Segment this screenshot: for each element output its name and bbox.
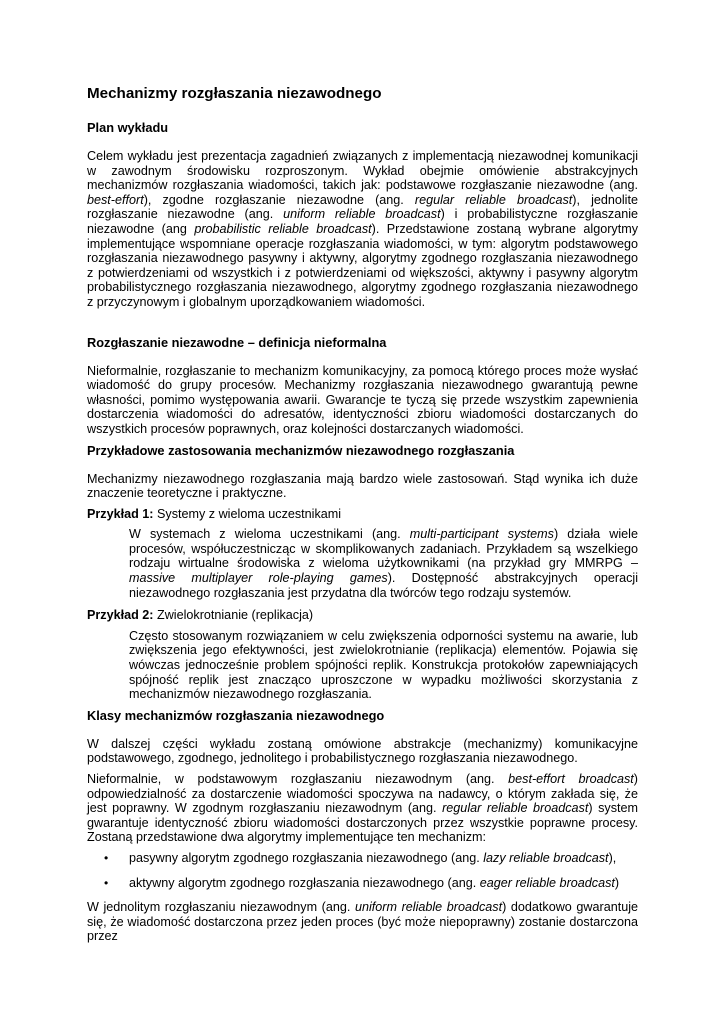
example-1-title: Systemy z wieloma uczestnikami [157,506,342,521]
example-2-number: Przykład 2: [87,608,154,623]
section-heading-classes: Klasy mechanizmów rozgłaszania niezawodnego [87,707,385,723]
list-item-text: aktywny algorytm zgodnego rozgłaszania niezawodnego (ang. eager reliable broadcast) [129,875,620,890]
italic-term: multi-participant systems [409,527,554,542]
italic-term: regular reliable broadcast [414,192,573,207]
section-heading-definition: Rozgłaszanie niezawodne – definicja nieformalna [87,334,387,350]
italic-term: best-effort broadcast [508,772,634,786]
italic-term: best-effort [87,192,144,207]
section-heading-plan: Plan wykładu [87,120,169,135]
example-1-number: Przykład 1: [87,506,154,521]
list-item [87,876,638,891]
example-1-body: W systemach z wieloma uczestnikami (ang. multi-participant systems) działa wiele procesów, współuczestnicząc w skomplikowanych zadaniach. Przykładem są wszelkiego rodzaju wirtualne środowiska z wieloma użytkownikami (na przykład gry MMRPG – massive multiplayer role-playing games). Dostępność abstrakcyjnych operacji niezawodnego rozgłaszania jest przydatna dla twórców tego rodzaju systemów. [129,527,639,600]
example-2-title: Zwielokrotnianie (replikacja) [157,608,314,623]
italic-term: probabilistic reliable broadcast [194,221,372,236]
list-item-text: pasywny algorytm zgodnego rozgłaszania niezawodnego (ang. lazy reliable broadcast), [129,850,617,865]
document-title: Mechanizmy rozgłaszania niezawodnego [87,85,382,102]
italic-term: massive multiplayer role-playing games [129,571,388,586]
list-item [87,851,638,866]
algorithm-list [87,851,638,890]
example-1-label [87,507,638,522]
example-2-label [87,608,638,623]
bullet-icon: • [104,850,109,865]
italic-term: uniform reliable broadcast [283,207,441,222]
italic-term: lazy reliable broadcast [483,850,609,865]
plan-paragraph: Celem wykładu jest prezentacja zagadnień związanych z implementacją niezawodnej komunikacji w zawodnym środowisku rozproszonym. Wykład obejmie omówienie abstrakcyjnych mechanizmów rozgłaszania wiadomości, takich jak: podstawowe rozgłaszanie niezawodne (ang. best-effort), zgodne rozgłaszanie niezawodne (ang. regular reliable broadcast), jednolite rozgłaszanie niezawodne (ang. uniform reliable broadcast) i probabilistyczne rozgłaszanie niezawodne (ang probabilistic reliable broadcast). Przedstawione zostaną wybrane algorytmy implementujące wspomniane operacje rozgłaszania wiadomości, w tym: algorytm podstawowego rozgłaszania niezawodnego pasywny i aktywny, algorytmy zgodnego rozgłaszania niezawodnego z potwierdzeniami od wszystkich i z potwierdzeniami od większości, aktywny i pasywny algorytm probabilistycznego rozgłaszania niezawodnego, algorytmy zgodnego rozgłaszania niezawodnego z przyczynowym i globalnym uporządkowaniem wiadomości. [87,149,639,309]
bullet-icon: • [104,875,109,890]
classes-paragraph-3: W jednolitym rozgłaszaniu niezawodnym (ang. uniform reliable broadcast) dodatkowo gwarantuje się, że wiadomość dostarczona przez jeden proces (być może niepoprawny) zostanie dostarczona przez [87,900,639,944]
document-content [87,84,638,944]
section-heading-applications: Przykładowe zastosowania mechanizmów niezawodnego rozgłaszania [87,442,515,458]
classes-intro-paragraph: W dalszej części wykładu zostaną omówione abstrakcje (mechanizmy) komunikacyjne podstawowego, zgodnego, jednolitego i probabilistycznego rozgłaszania niezawodnego. [87,736,638,766]
example-2-body: Często stosowanym rozwiązaniem w celu zwiększenia odporności systemu na awarie, lub zwiększenia jego efektywności, jest zwielokrotnianie (replikacja) elementów. Pojawia się wówczas jednocześnie problem spójności replik. Konstrukcja protokołów zapewniających spójność replik jest znacząco uproszczone w wypadku możliwości skorzystania z mechanizmów niezawodnego rozgłaszania. [129,628,638,702]
italic-term: uniform reliable broadcast [354,900,503,915]
italic-term: eager reliable broadcast [479,875,615,890]
classes-paragraph-2: Nieformalnie, w podstawowym rozgłaszaniu niezawodnym (ang. best-effort broadcast) odpowiedzialność za dostarczenie wiadomości spoczywa na nadawcy, o którym zakłada się, że jest poprawny. W zgodnym rozgłaszaniu niezawodnym (ang. regular reliable broadcast) system gwarantuje identyczność zbioru wiadomości dostarczonych przez wszystkie poprawne procesy. Zostaną przedstawione dwa algorytmy implementujące ten mechanizm: [87,772,638,845]
definition-paragraph: Nieformalnie, rozgłaszanie to mechanizm komunikacyjny, za pomocą którego proces może wysłać wiadomość do grupy procesów. Mechanizmy rozgłaszania niezawodnego gwarantują pewne własności, pomimo występowania awarii. Gwarancje te tyczą się przede wszystkim zapewnienia dostarczenia wiadomości do adresatów, identyczności zbioru wiadomości dostarczanych do wszystkich procesów poprawnych, oraz kolejności dostarczanych wiadomości. [87,363,638,436]
italic-term: regular reliable broadcast [442,801,589,816]
applications-paragraph: Mechanizmy niezawodnego rozgłaszania mają bardzo wiele zastosowań. Stąd wynika ich duże znaczenie teoretyczne i praktyczne. [87,471,638,501]
